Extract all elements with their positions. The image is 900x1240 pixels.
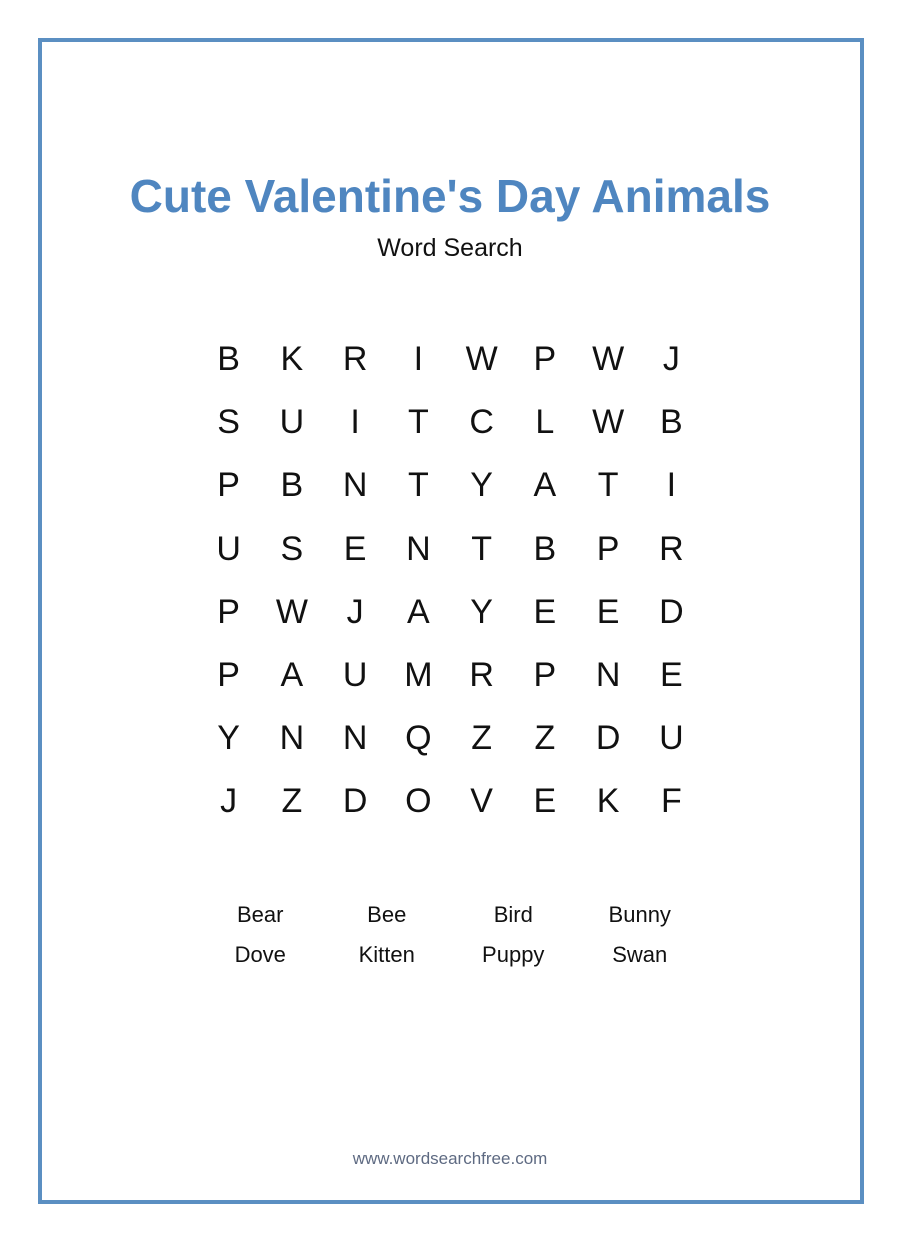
grid-cell[interactable]: A [533,466,557,505]
grid-cell[interactable]: B [280,466,304,505]
grid-cell[interactable]: Y [470,592,493,631]
grid-cell[interactable]: N [595,656,621,695]
word-list-item: Bunny [608,902,671,927]
grid-cell[interactable]: Z [281,782,303,821]
grid-cell[interactable]: Z [534,719,556,758]
grid-cell[interactable]: E [533,592,557,631]
grid-cell[interactable]: W [465,340,498,379]
grid-cell[interactable]: U [279,403,305,442]
grid-cell[interactable]: P [596,529,620,568]
grid-cell[interactable]: W [592,340,625,379]
grid-cell[interactable]: Y [217,719,240,758]
page-title: Cute Valentine's Day Animals [129,170,771,222]
grid-cell[interactable]: P [217,656,240,695]
letter-grid [197,328,703,834]
grid-cell[interactable]: S [217,403,240,442]
grid-cell[interactable]: N [342,719,368,758]
grid-cell[interactable]: K [280,340,304,379]
grid-cell[interactable]: F [660,782,682,821]
grid-cell[interactable]: I [666,466,677,505]
grid-cell[interactable]: R [342,340,368,379]
word-list-item: Bird [493,902,533,927]
grid-cell[interactable]: O [405,782,432,821]
grid-cell[interactable]: E [596,592,620,631]
grid-cell[interactable]: M [404,656,433,695]
grid-cell[interactable]: E [343,529,367,568]
word-list-item: Dove [234,942,286,967]
grid-cell[interactable]: P [533,340,557,379]
grid-cell[interactable]: N [406,529,431,568]
grid-cell[interactable]: Y [470,466,493,505]
grid-cell[interactable]: N [279,719,305,758]
grid-cell[interactable]: S [280,529,304,568]
grid-cell[interactable]: B [217,340,240,379]
grid-cell[interactable]: U [659,719,684,758]
grid-cell[interactable]: A [407,592,430,631]
grid-cell[interactable]: T [407,466,429,505]
grid-cell[interactable]: E [533,782,557,821]
grid-cell[interactable]: R [659,529,684,568]
grid-cell[interactable]: N [342,466,368,505]
grid-cell[interactable]: T [471,529,493,568]
grid-cell[interactable]: P [533,656,557,695]
grid-cell[interactable]: Q [405,719,432,758]
grid-cell[interactable]: C [469,403,494,442]
grid-cell[interactable]: K [596,782,620,821]
grid-cell[interactable]: T [407,403,429,442]
grid-cell[interactable]: J [662,340,680,379]
grid-cell[interactable]: U [216,529,241,568]
word-list-item: Swan [612,942,668,967]
grid-cell[interactable]: D [659,592,684,631]
grid-cell[interactable]: B [533,529,557,568]
grid-cell[interactable]: L [535,403,555,442]
grid-cell[interactable]: W [592,403,625,442]
grid-cell[interactable]: W [275,592,308,631]
word-list-item: Bee [367,902,407,927]
grid-cell[interactable]: A [280,656,304,695]
grid-cell[interactable]: E [660,656,683,695]
page-subtitle: Word Search [377,234,523,262]
grid-cell[interactable]: D [342,782,368,821]
word-list-item: Kitten [358,942,415,967]
word-list-item: Bear [237,902,284,927]
word-list-item: Puppy [482,942,545,967]
grid-cell[interactable]: J [346,592,364,631]
grid-cell[interactable]: J [220,782,238,821]
grid-cell[interactable]: V [470,782,493,821]
grid-cell[interactable]: P [217,592,240,631]
grid-cell[interactable]: R [469,656,494,695]
grid-cell[interactable]: Z [471,719,493,758]
grid-cell[interactable]: I [350,403,360,442]
grid-cell[interactable]: I [413,340,424,379]
footer-url[interactable]: www.wordsearchfree.com [352,1149,548,1168]
grid-cell[interactable]: B [660,403,683,442]
grid-cell[interactable]: T [597,466,619,505]
grid-cell[interactable]: D [595,719,621,758]
grid-cell[interactable]: P [217,466,240,505]
grid-cell[interactable]: U [342,656,368,695]
word-list [197,895,703,975]
